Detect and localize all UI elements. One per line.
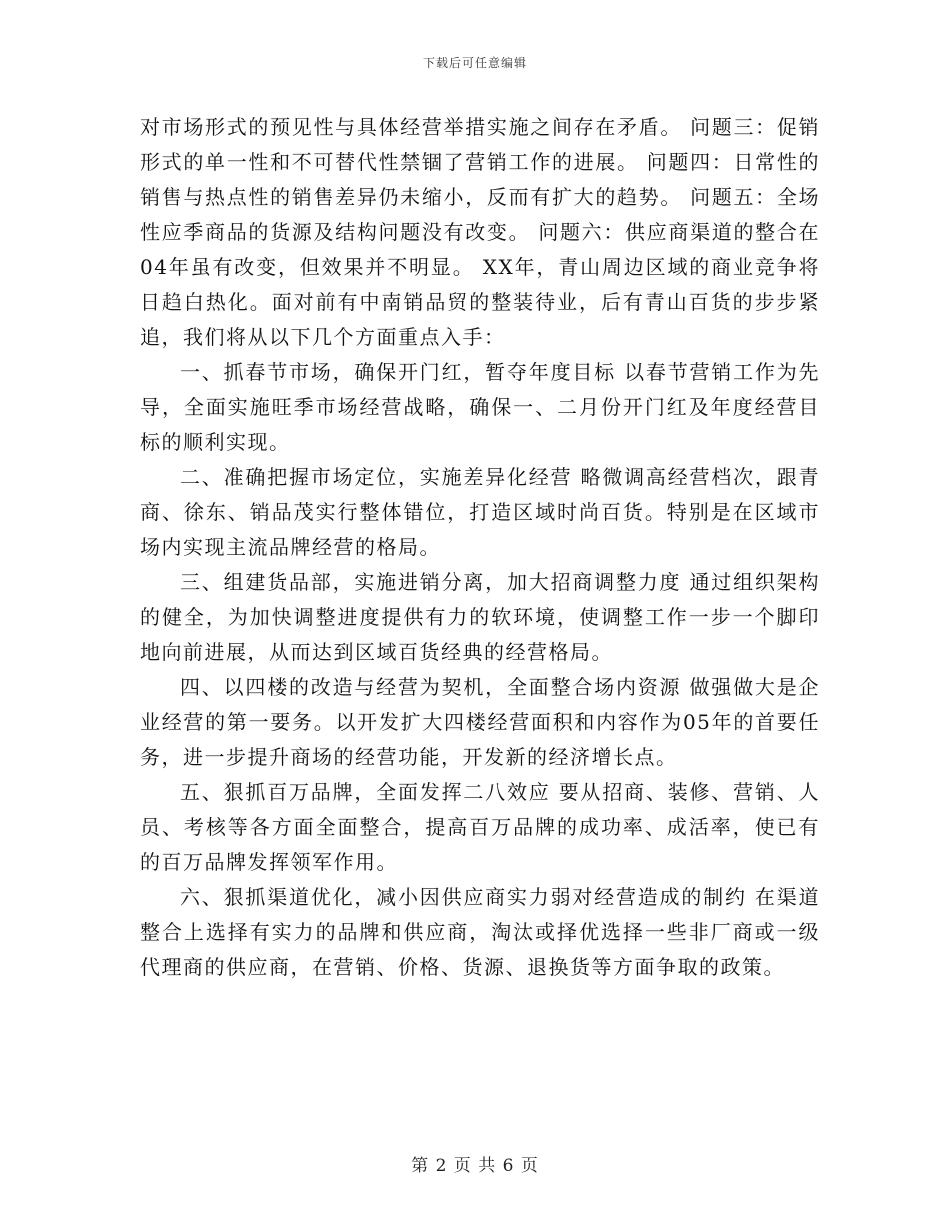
paragraph-problems-summary: 对市场形式的预见性与具体经营举措实施之间存在矛盾。 问题三：促销形式的单一性和不可替代性禁锢了营销工作的进展。 问题四：日常性的销售与热点性的销售差异仍未缩小，反而有扩大的趋势。 问题五：全场性应季商品的货源及结构问题没有改变。 问题六：供应商渠道的整合在04年虽有改变，但效果并不明显。 XX年，青山周边区域的商业竞争将日趋白热化。面对前有中南销品贸的整装待业，后有青山百货的步步紧追，我们将从以下几个方面重点入手： bbox=[140, 115, 820, 349]
paragraph-item-5: 五、狠抓百万品牌，全面发挥二八效应 要从招商、装修、营销、人员、考核等各方面全面整合，提高百万品牌的成功率、成活率，使已有的百万品牌发挥领军作用。 bbox=[140, 780, 820, 874]
paragraph-item-3: 三、组建货品部，实施进销分离，加大招商调整力度 通过组织架构的健全，为加快调整进度提供有力的软环境，使调整工作一步一个脚印地向前进展，从而达到区域百货经典的经营格局。 bbox=[140, 570, 820, 664]
paragraph-item-4: 四、以四楼的改造与经营为契机，全面整合场内资源 做强做大是企业经营的第一要务。以开发扩大四楼经营面积和内容作为05年的首要任务，进一步提升商场的经营功能，开发新的经济增长点。 bbox=[140, 675, 820, 769]
page-number-footer: 第 2 页 共 6 页 bbox=[411, 1156, 539, 1176]
paragraph-item-1: 一、抓春节市场，确保开门红，暂夺年度目标 以春节营销工作为先导，全面实施旺季市场经营战略，确保一、二月份开门红及年度经营目标的顺利实现。 bbox=[140, 360, 820, 454]
paragraph-item-6: 六、狠抓渠道优化，减小因供应商实力弱对经营造成的制约 在渠道整合上选择有实力的品牌和供应商，淘汰或择优选择一些非厂商或一级代理商的供应商，在营销、价格、货源、退换货等方面争取的政策。 bbox=[140, 885, 820, 979]
page-header-note: 下载后可任意编辑 bbox=[422, 56, 527, 70]
paragraph-item-2: 二、准确把握市场定位，实施差异化经营 略微调高经营档次，跟青商、徐东、销品茂实行整体错位，打造区域时尚百货。特别是在区域市场内实现主流品牌经营的格局。 bbox=[140, 465, 820, 559]
document-body bbox=[140, 110, 820, 985]
